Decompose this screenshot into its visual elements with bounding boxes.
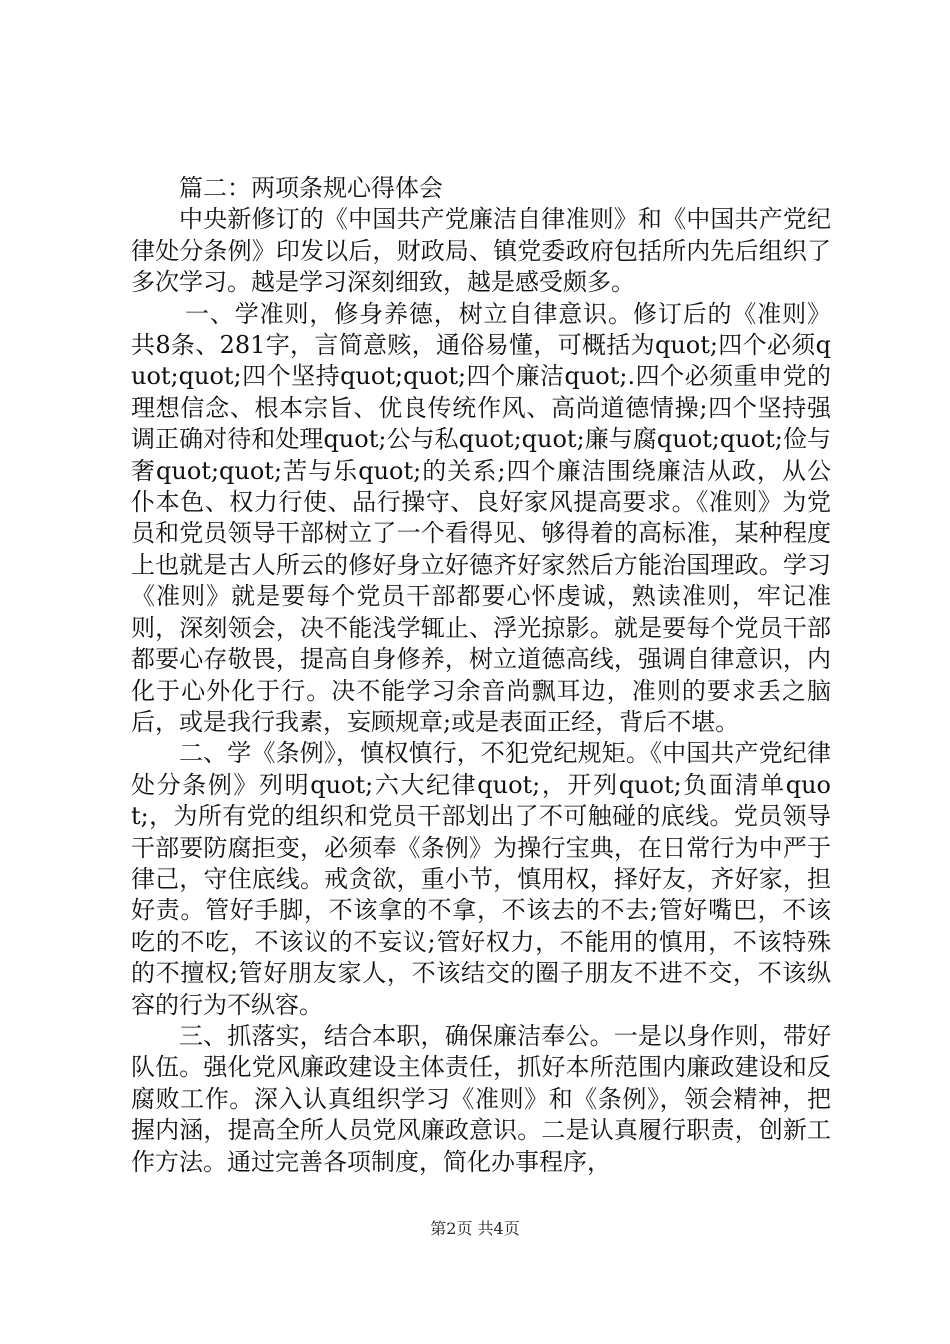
paragraph-section-three: 三、抓落实，结合本职，确保廉洁奉公。一是以身作则，带好队伍。强化党风廉政建设主体责任，抓好本所范围内廉政建设和反腐败工作。深入认真组织学习《准则》和《条例》，领会精神，把握内涵，提高全所人员党风廉政意识。二是认真履行职责，创新工作方法。通过完善各项制度，简化办事程序， [131, 1021, 831, 1176]
paragraph-intro: 中央新修订的《中国共产党廉洁自律准则》和《中国共产党纪律处分条例》印发以后，财政局、镇党委政府包括所内先后组织了多次学习。越是学习深刻细致，越是感受颇多。 [131, 205, 831, 297]
paragraph-section-two: 二、学《条例》，慎权慎行，不犯党纪规矩。《中国共产党纪律处分条例》列明quot;六大纪律quot;，开列quot;负面清单quot;，为所有党的组织和党员干部划出了不可触碰的底线。党员领导干部要防腐拒变，必须奉《条例》为操行宝典，在日常行为中严于律己，守住底线。戒贪欲，重小节，慎用权，择好友，齐好家，担好责。管好手脚，不该拿的不拿，不该去的不去;管好嘴巴，不该吃的不吃，不该议的不妄议;管好权力，不能用的慎用，不该特殊的不擅权;管好朋友家人，不该结交的圈子朋友不进不交，不该纵容的行为不纵容。 [131, 739, 831, 1019]
document-title: 篇二：两项条规心得体会 [179, 174, 443, 202]
document-body [131, 173, 831, 1178]
page-number-footer: 第2页 共4页 [430, 1219, 520, 1238]
paragraph-section-one: 一、学准则，修身养德，树立自律意识。修订后的《准则》共8条、281字，言简意赅，通俗易懂，可概括为quot;四个必须quot;quot;四个坚持quot;quot;四个廉洁quot;.四个必须重申党的理想信念、根本宗旨、优良传统作风、高尚道德情操;四个坚持强调正确对待和处理quot;公与私quot;quot;廉与腐quot;quot;俭与奢quot;quot;苦与乐quot;的关系;四个廉洁围绕廉洁从政，从公仆本色、权力行使、品行操守、良好家风提高要求。《准则》为党员和党员领导干部树立了一个看得见、够得着的高标准，某种程度上也就是古人所云的修好身立好德齐好家然后方能治国理政。学习《准则》就是要每个党员干部都要心怀虔诚，熟读准则，牢记准则，深刻领会，决不能浅学辄止、浮光掠影。就是要每个党员干部都要心存敬畏，提高自身修养，树立道德高线，强调自律意识，内化于心外化于行。决不能学习余音尚飘耳边，准则的要求丢之脑后，或是我行我素，妄顾规章;或是表面正经，背后不堪。 [131, 299, 831, 736]
